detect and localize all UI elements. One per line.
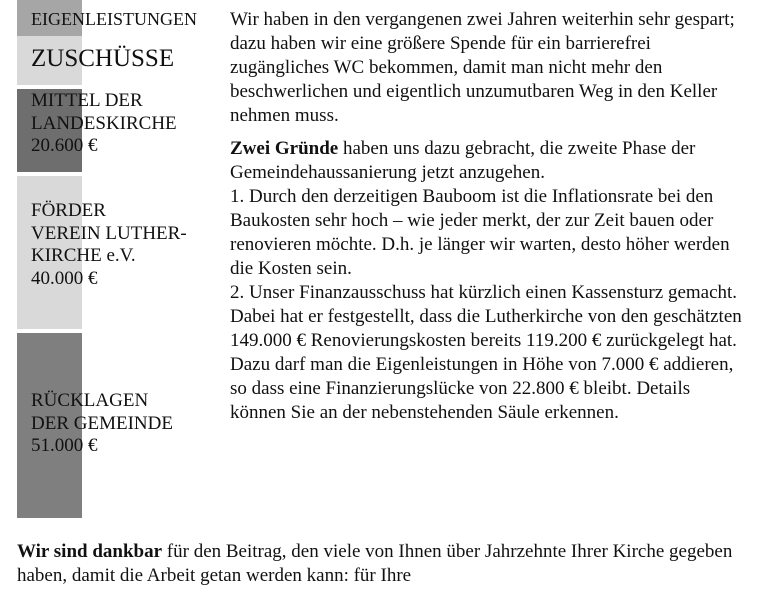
thanks-paragraph bbox=[17, 540, 752, 588]
reasons-heading: Zwei Gründe bbox=[230, 138, 339, 159]
label-zuschuesse: ZUSCHÜSSE bbox=[31, 45, 175, 72]
reason-2: 2. Unser Finanzausschuss hat kürzlich einen Kassensturz gemacht. Dabei hat er festgestellt, dass die Lutherkirche von den geschätzten 149.000 € Renovierungskosten bereits 119.200 € zurückgelegt hat. Dazu darf man die Eigenleistungen in Höhe von 7.000 € addieren, so dass eine Finanzierungslücke von 22.800 € bleibt. Details können Sie an der nebenstehenden Säule erkennen. bbox=[230, 282, 742, 423]
funding-column bbox=[0, 0, 230, 520]
label-ruecklagen: RÜCKLAGEN DER GEMEINDE 51.000 € bbox=[31, 390, 173, 456]
thanks-text: für den Beitrag, den viele von Ihnen über Jahrzehnte Ihrer Kirche gegeben haben, damit die Arbeit getan werden kann: für Ihre bbox=[17, 541, 733, 586]
reasons-text: haben uns dazu gebracht, die zweite Phase der Gemeindehaussanierung jetzt anzugehen. bbox=[230, 138, 696, 183]
label-mittel-landeskirche: MITTEL DER LANDESKIRCHE 20.600 € bbox=[31, 90, 177, 156]
article-body bbox=[230, 8, 750, 425]
reason-1: 1. Durch den derzeitigen Bauboom ist die Inflationsrate bei den Baukosten sehr hoch – wie jeder merkt, der zur Zeit bauen oder renovieren möchte. D.h. je länger wir warten, desto höher werden die Kosten sein. bbox=[230, 186, 730, 279]
paragraph-intro: Wir haben in den vergangenen zwei Jahren weiterhin sehr gespart; dazu haben wir eine größere Spende für ein barrierefrei zugängliches WC bekommen, damit man nicht mehr den beschwerlichen und eigentlich unzumutbaren Weg in den Keller nehmen muss. bbox=[230, 9, 735, 126]
paragraph-reasons bbox=[230, 137, 750, 185]
label-foerderverein: FÖRDER VEREIN LUTHER- KIRCHE e.V. 40.000 € bbox=[31, 200, 187, 289]
label-eigenleistungen: EIGENLEISTUNGEN bbox=[31, 9, 197, 29]
thanks-heading: Wir sind dankbar bbox=[17, 541, 163, 562]
